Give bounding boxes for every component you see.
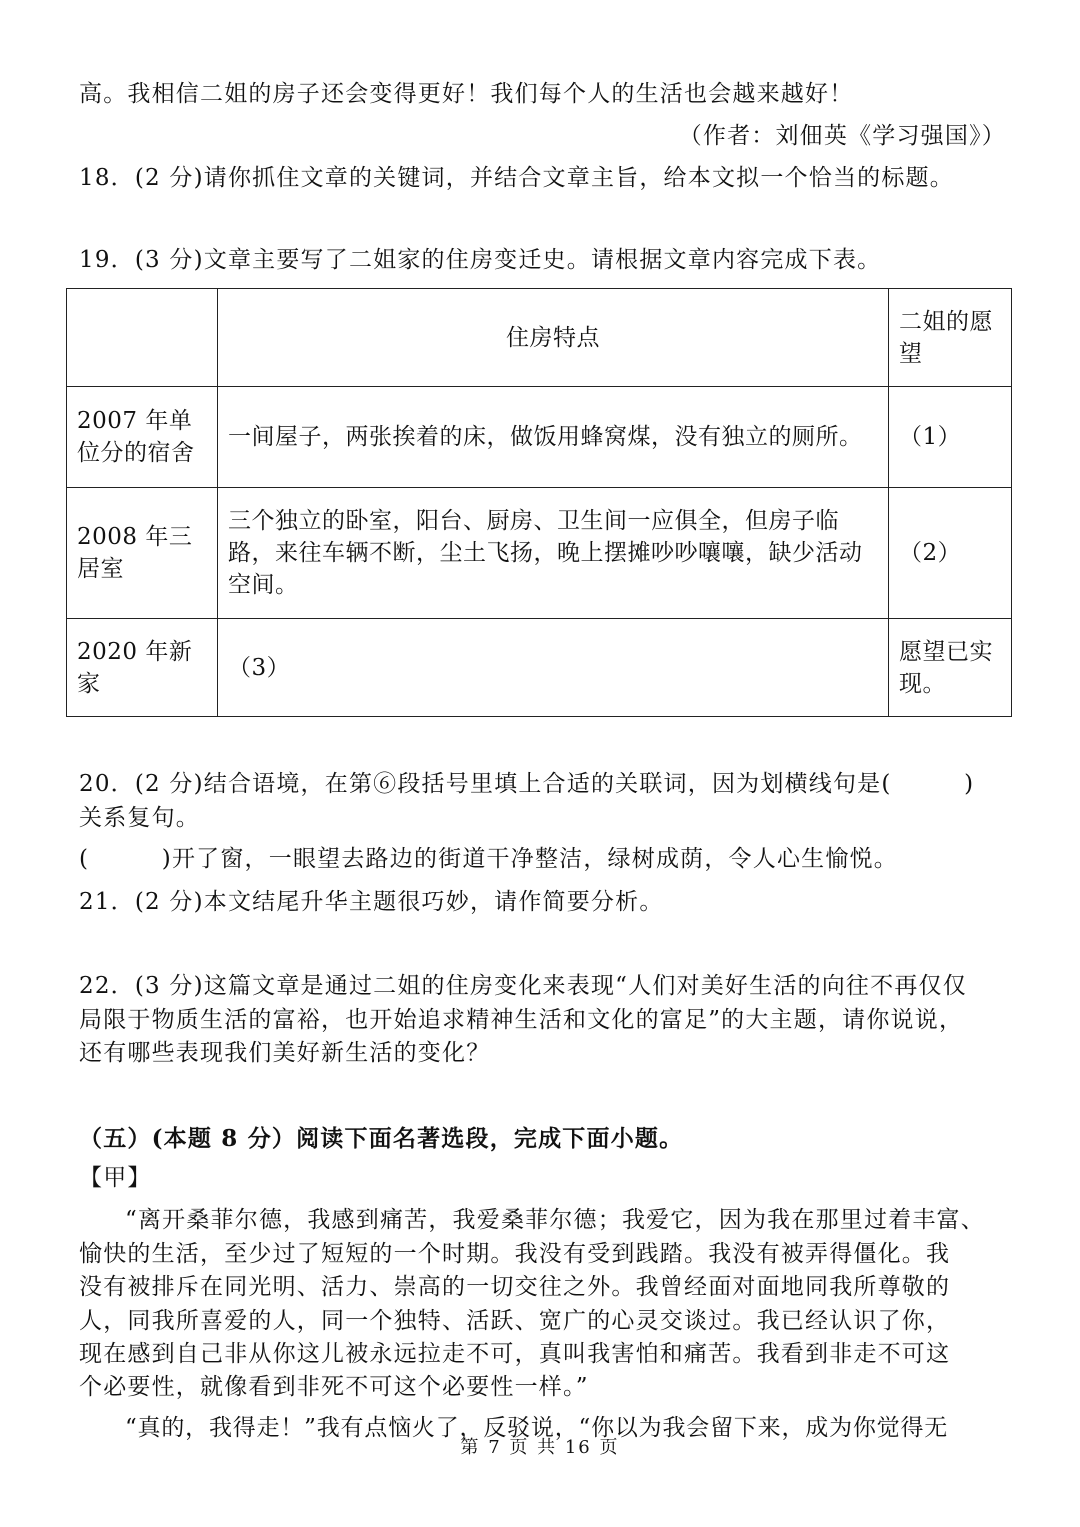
table-header-cell: 住房特点 — [218, 289, 889, 387]
text-line: 高。我相信二姐的房子还会变得更好！我们每个人的生活也会越来越好！ — [79, 81, 854, 107]
table-cell: 2007 年单位分的宿舍 — [67, 387, 218, 488]
excerpt-line: 人，同我所喜爱的人，同一个独特、活跃、宽广的心灵交谈过。我已经认识了你， — [79, 1308, 951, 1334]
question-19: 19．(3 分)文章主要写了二姐家的住房变迁史。请根据文章内容完成下表。 — [79, 247, 882, 273]
table-cell: 愿望已实现。 — [889, 619, 1012, 717]
excerpt-line: 个必要性，就像看到非死不可这个必要性一样。” — [79, 1374, 589, 1400]
page-number: 第 7 页 共 16 页 — [460, 1437, 620, 1458]
table-cell: （3） — [218, 619, 889, 717]
excerpt-line: “真的，我得走！”我有点恼火了，反驳说，“你以为我会留下来，成为你觉得无 — [125, 1415, 949, 1441]
table-cell: 2008 年三居室 — [67, 488, 218, 619]
question-22-cont: 局限于物质生活的富裕，也开始追求精神生活和文化的富足”的大主题，请你说说， — [79, 1007, 964, 1033]
table-row — [67, 488, 1012, 619]
table-header-row — [67, 289, 1012, 387]
question-22-cont: 还有哪些表现我们美好新生活的变化？ — [79, 1040, 491, 1066]
question-20-cont: 关系复句。 — [79, 805, 200, 831]
table-cell: 一间屋子，两张挨着的床，做饭用蜂窝煤，没有独立的厕所。 — [218, 387, 889, 488]
question-18: 18．(2 分)请你抓住文章的关键词，并结合文章主旨，给本文拟一个恰当的标题。 — [79, 165, 954, 191]
table-header-cell — [67, 289, 218, 387]
excerpt-line: “离开桑菲尔德，我感到痛苦，我爱桑菲尔德；我爱它，因为我在那里过着丰富、 — [125, 1207, 985, 1233]
question-22: 22．(3 分)这篇文章是通过二姐的住房变化来表现“人们对美好生活的向往不再仅仅 — [79, 973, 967, 999]
excerpt-line: 没有被排斥在同光明、活力、崇高的一切交往之外。我曾经面对面地同我所尊敬的 — [79, 1274, 951, 1300]
table-cell: 三个独立的卧室，阳台、厨房、卫生间一应俱全，但房子临路，来往车辆不断，尘土飞扬，晚上摆摊吵吵嚷嚷，缺少活动空间。 — [218, 488, 889, 619]
housing-table — [66, 288, 1012, 717]
question-20: 20．(2 分)结合语境，在第⑥段括号里填上合适的关联词，因为划横线句是( ) — [79, 771, 975, 797]
table-row — [67, 619, 1012, 717]
excerpt-line: 愉快的生活，至少过了短短的一个时期。我没有受到践踏。我没有被弄得僵化。我 — [79, 1241, 951, 1267]
excerpt-label: 【甲】 — [79, 1165, 152, 1191]
question-21: 21．(2 分)本文结尾升华主题很巧妙，请作简要分析。 — [79, 889, 664, 915]
table-cell: （1） — [889, 387, 1012, 488]
section-5-heading: （五）(本题 8 分）阅读下面名著选段，完成下面小题。 — [79, 1125, 684, 1152]
question-20-sentence: ( )开了窗，一眼望去路边的街道干净整洁，绿树成荫，令人心生愉悦。 — [79, 846, 898, 872]
table-cell: 2020 年新家 — [67, 619, 218, 717]
excerpt-line: 现在感到自己非从你这儿被永远拉走不可，真叫我害怕和痛苦。我看到非走不可这 — [79, 1341, 951, 1367]
table-row — [67, 387, 1012, 488]
table-header-cell: 二姐的愿望 — [889, 289, 1012, 387]
table-cell: （2） — [889, 488, 1012, 619]
author-credit: （作者：刘佃英《学习强国》） — [678, 123, 1006, 149]
